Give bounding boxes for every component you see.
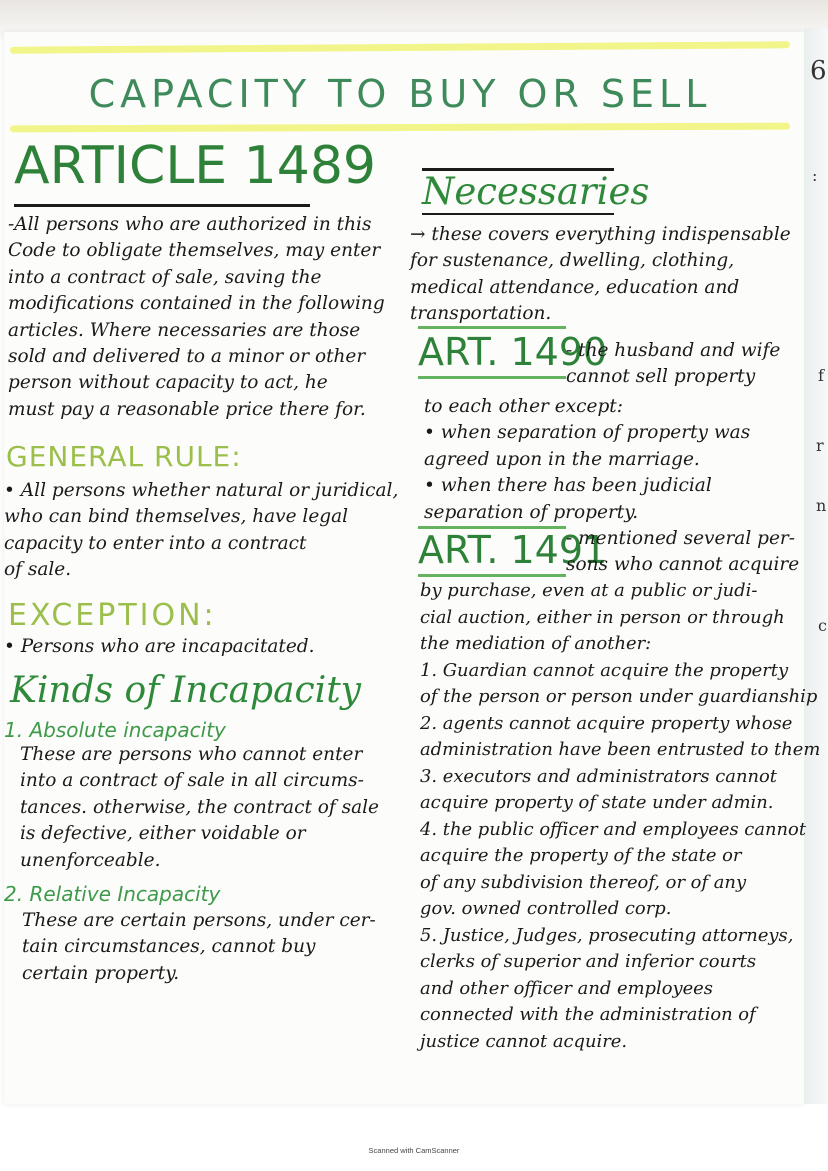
article-1489-heading: ARTICLE 1489 (14, 136, 377, 196)
text-line: • when separation of property was (424, 422, 751, 444)
necessaries-underline (422, 213, 614, 215)
text-line: is defective, either voidable or (20, 823, 306, 845)
text-line: modifications contained in the following (8, 293, 385, 315)
text-line: the mediation of another: (420, 633, 652, 654)
text-line: capacity to enter into a contract (4, 532, 307, 554)
relative-incapacity-body (22, 908, 376, 987)
text-line: for sustenance, dwelling, clothing, (410, 250, 735, 272)
text-line: who can bind themselves, have legal (4, 506, 349, 528)
text-line: acquire the property of the state or (420, 845, 742, 866)
text-line: separation of property. (424, 501, 639, 523)
relative-incapacity-heading: 2. Relative Incapacity (4, 882, 221, 906)
text-line: connected with the administration of (420, 1004, 756, 1025)
art-1490-heading: ART. 1490 (418, 330, 608, 374)
text-line: agreed upon in the marriage. (424, 448, 700, 470)
text-line: transportation. (410, 303, 552, 325)
exception-body (4, 634, 315, 660)
absolute-incapacity-body (20, 742, 379, 874)
edge-mark: f (818, 366, 824, 385)
edge-mark: c (818, 616, 827, 635)
edge-mark: n (816, 496, 827, 515)
text-line: → these covers everything indispensable (410, 224, 791, 245)
art-1490-intro (566, 338, 780, 391)
text-line: 2. agents cannot acquire property whose (420, 712, 793, 734)
text-line: cannot sell property (566, 366, 756, 388)
text-line: person without capacity to act, he (8, 372, 328, 394)
page-title: CAPACITY TO BUY OR SELL (88, 72, 712, 116)
text-line: sons who cannot acquire (566, 554, 800, 576)
text-line: - the husband and wife (566, 340, 781, 361)
text-line: 5. Justice, Judges, prosecuting attorneys, (420, 924, 794, 946)
text-line: unenforceable. (20, 849, 161, 871)
text-line: • when there has been judicial (424, 475, 712, 497)
art-1491-underline (418, 574, 566, 577)
text-line: cial auction, either in person or through (420, 606, 785, 628)
art-1490-body (424, 394, 750, 526)
article-1489-body (8, 212, 385, 423)
edge-mark: 6 (810, 56, 827, 86)
text-line: • All persons whether natural or juridical, (4, 480, 399, 501)
text-line: - mentioned several per- (566, 528, 796, 549)
text-line: These are certain persons, under cer- (22, 910, 376, 931)
text-line: tain circumstances, cannot buy (22, 936, 316, 958)
general-rule-body (4, 478, 398, 584)
text-line: administration have been entrusted to them (420, 739, 821, 760)
general-rule-heading: GENERAL RULE: (6, 440, 242, 473)
edge-mark: : (812, 166, 818, 185)
kinds-of-incapacity-heading: Kinds of Incapacity (10, 670, 362, 711)
text-line: by purchase, even at a public or judi- (420, 580, 758, 601)
text-line: articles. Where necessaries are those (8, 319, 361, 341)
text-line: acquire property of state under admin. (420, 792, 774, 813)
text-line: of any subdivision thereof, or of any (420, 871, 747, 893)
scanner-watermark: Scanned with CamScanner (368, 1146, 460, 1155)
text-line: • Persons who are incapacitated. (4, 636, 315, 657)
text-line: -All persons who are authorized in this (8, 214, 372, 235)
art-1491-body (420, 578, 820, 1055)
absolute-incapacity-heading: 1. Absolute incapacity (4, 718, 226, 742)
text-line: of the person or person under guardianship (420, 686, 818, 707)
art-1490-overline (418, 326, 566, 329)
text-line: certain property. (22, 962, 180, 984)
exception-heading: EXCEPTION: (8, 598, 217, 633)
text-line: and other officer and employees (420, 977, 713, 999)
article-1489-underline (14, 204, 310, 207)
text-line: gov. owned controlled corp. (420, 898, 672, 919)
art-1490-underline (418, 376, 566, 379)
text-line: These are persons who cannot enter (20, 744, 363, 765)
text-line: into a contract of sale in all circums- (20, 770, 364, 792)
text-line: to each other except: (424, 396, 623, 417)
text-line: justice cannot acquire. (420, 1030, 628, 1052)
text-line: into a contract of sale, saving the (8, 266, 322, 288)
art-1491-heading: ART. 1491 (418, 528, 608, 572)
text-line: must pay a reasonable price there for. (8, 398, 366, 420)
text-line: tances. otherwise, the contract of sale (20, 796, 380, 818)
necessaries-heading: Necessaries (422, 170, 650, 213)
text-line: of sale. (4, 559, 72, 581)
necessaries-body (410, 222, 791, 328)
text-line: clerks of superior and inferior courts (420, 951, 756, 972)
text-line: 3. executors and administrators cannot (420, 765, 777, 787)
text-line: 1. Guardian cannot acquire the property (420, 659, 789, 681)
text-line: Code to obligate themselves, may enter (8, 240, 381, 262)
edge-mark: r (816, 436, 824, 455)
text-line: medical attendance, education and (410, 276, 740, 298)
text-line: sold and delivered to a minor or other (8, 346, 366, 368)
text-line: 4. the public officer and employees cannot (420, 818, 807, 840)
art-1491-intro (566, 526, 799, 579)
